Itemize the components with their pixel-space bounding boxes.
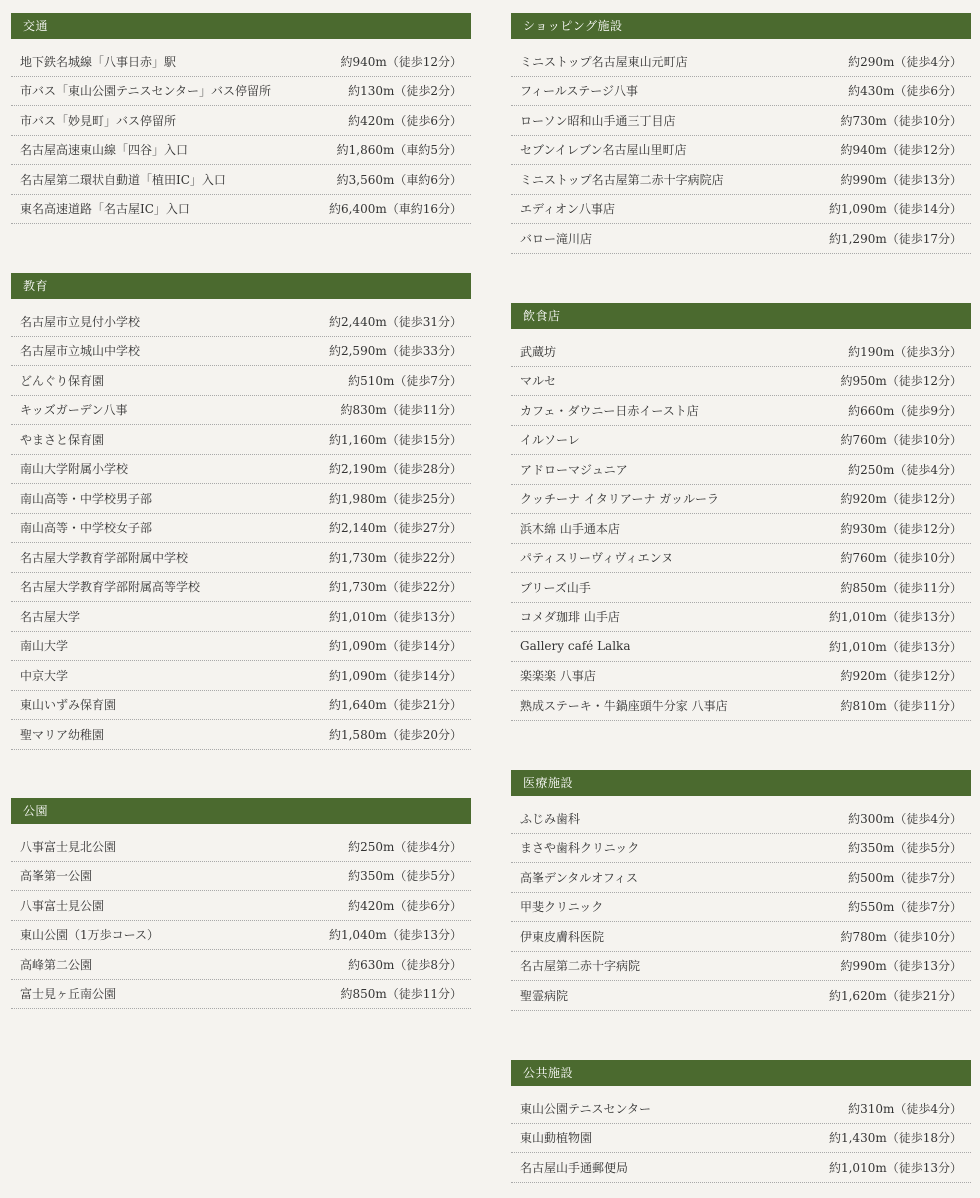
facility-distance: 約350m（徒歩5分）: [848, 841, 962, 856]
facility-distance: 約1,090m（徒歩14分）: [328, 668, 462, 683]
facility-name: 南山高等・中学校女子部: [20, 521, 153, 536]
facility-row: [11, 337, 471, 367]
facility-distance: 約6,400m（車約16分）: [328, 202, 462, 217]
facility-name: Gallery café Lalka: [520, 639, 631, 654]
facility-row: [11, 891, 471, 921]
facility-list: [511, 47, 971, 254]
facility-row: [511, 485, 971, 515]
facility-distance: 約1,090m（徒歩14分）: [328, 639, 462, 654]
facility-row: [11, 106, 471, 136]
facility-name: マルセ: [520, 374, 557, 389]
facility-name: 市バス「妙見町」バス停留所: [20, 113, 177, 128]
facility-row: [11, 195, 471, 225]
facility-row: [511, 514, 971, 544]
facility-name: 富士見ヶ丘南公園: [20, 987, 117, 1002]
facility-row: [511, 662, 971, 692]
facility-row: [11, 661, 471, 691]
facility-name: まさや歯科クリニック: [520, 841, 640, 856]
facility-distance: 約630m（徒歩8分）: [348, 957, 462, 972]
facility-distance: 約1,010m（徒歩13分）: [828, 1160, 962, 1175]
facility-row: [511, 804, 971, 834]
facility-name: ミニストップ名古屋第二赤十字病院店: [520, 172, 724, 187]
facility-row: [511, 1124, 971, 1154]
facility-distance: 約430m（徒歩6分）: [848, 84, 962, 99]
facility-row: [11, 47, 471, 77]
facility-name: 南山大学: [20, 639, 69, 654]
facility-name: 南山大学附属小学校: [20, 462, 129, 477]
facility-row: [11, 632, 471, 662]
facility-row: [11, 484, 471, 514]
facility-name: やまさと保育園: [20, 432, 105, 447]
facility-distance: 約1,730m（徒歩22分）: [328, 550, 462, 565]
facility-distance: 約250m（徒歩4分）: [848, 462, 962, 477]
facility-row: [11, 543, 471, 573]
facility-distance: 約1,160m（徒歩15分）: [328, 432, 462, 447]
facility-row: [511, 981, 971, 1011]
facility-distance: 約810m（徒歩11分）: [840, 698, 962, 713]
facility-name: ブリーズ山手: [520, 580, 591, 595]
facility-distance: 約1,090m（徒歩14分）: [828, 202, 962, 217]
facility-distance: 約1,730m（徒歩22分）: [328, 580, 462, 595]
facility-row: [11, 136, 471, 166]
facility-row: [11, 980, 471, 1010]
facility-list: [11, 832, 471, 1009]
facility-row: [11, 165, 471, 195]
facility-row: [511, 952, 971, 982]
facility-row: [511, 195, 971, 225]
facility-name: 東名高速道路「名古屋IC」入口: [20, 202, 190, 217]
facility-name: アドローマジュニア: [520, 462, 628, 477]
facility-distance: 約930m（徒歩12分）: [840, 521, 962, 536]
facility-name: 東山いずみ保育園: [20, 698, 117, 713]
facility-distance: 約1,980m（徒歩25分）: [328, 491, 462, 506]
facility-distance: 約660m（徒歩9分）: [848, 403, 962, 418]
facility-name: 名古屋第二環状自動道「植田IC」入口: [20, 172, 226, 187]
facility-distance: 約2,190m（徒歩28分）: [328, 462, 462, 477]
facility-name: 南山高等・中学校男子部: [20, 491, 153, 506]
facility-name: 八事富士見公園: [20, 898, 105, 913]
facility-distance: 約300m（徒歩4分）: [848, 811, 962, 826]
facility-name: 地下鉄名城線「八事日赤」駅: [20, 54, 177, 69]
facility-distance: 約950m（徒歩12分）: [840, 374, 962, 389]
section-header: 交通: [11, 13, 471, 39]
facility-row: [511, 632, 971, 662]
facility-distance: 約990m（徒歩13分）: [840, 959, 962, 974]
facility-distance: 約1,640m（徒歩21分）: [328, 698, 462, 713]
facility-row: [11, 921, 471, 951]
facility-row: [11, 573, 471, 603]
facility-row: [11, 77, 471, 107]
facility-row: [11, 514, 471, 544]
facility-name: 甲斐クリニック: [520, 900, 604, 915]
facility-row: [511, 77, 971, 107]
facility-name: 名古屋市立見付小学校: [20, 314, 141, 329]
facility-row: [511, 603, 971, 633]
section-right-1: [511, 303, 971, 721]
facility-distance: 約940m（徒歩12分）: [340, 54, 462, 69]
facility-row: [11, 602, 471, 632]
facility-row: [11, 425, 471, 455]
facility-distance: 約1,010m（徒歩13分）: [828, 639, 962, 654]
facility-row: [511, 337, 971, 367]
section-header: 公園: [11, 798, 471, 824]
facility-name: キッズガーデン八事: [20, 403, 128, 418]
facility-name: 名古屋大学: [20, 609, 81, 624]
facility-distance: 約2,590m（徒歩33分）: [328, 344, 462, 359]
facility-name: クッチーナ イタリアーナ ガッルーラ: [520, 492, 720, 507]
section-left-1: [11, 273, 471, 750]
facility-name: 楽楽楽 八事店: [520, 669, 596, 684]
facility-distance: 約940m（徒歩12分）: [840, 143, 962, 158]
facility-name: 名古屋高速東山線「四谷」入口: [20, 143, 189, 158]
facility-distance: 約920m（徒歩12分）: [840, 492, 962, 507]
facility-distance: 約2,140m（徒歩27分）: [328, 521, 462, 536]
section-header: ショッピング施設: [511, 13, 971, 39]
facility-name: エディオン八事店: [520, 202, 616, 217]
facility-distance: 約1,010m（徒歩13分）: [328, 609, 462, 624]
section-right-0: [511, 13, 971, 254]
facility-distance: 約420m（徒歩6分）: [348, 113, 462, 128]
facility-name: 伊東皮膚科医院: [520, 929, 605, 944]
facility-distance: 約1,040m（徒歩13分）: [328, 928, 462, 943]
facility-name: 中京大学: [20, 668, 69, 683]
facility-name: どんぐり保育園: [20, 373, 105, 388]
facility-name: 高峰第二公園: [20, 957, 93, 972]
facility-name: コメダ珈琲 山手店: [520, 610, 620, 625]
facility-distance: 約1,580m（徒歩20分）: [328, 727, 462, 742]
facility-distance: 約990m（徒歩13分）: [840, 172, 962, 187]
section-header: 医療施設: [511, 770, 971, 796]
facility-row: [11, 720, 471, 750]
facility-row: [511, 136, 971, 166]
facility-row: [511, 834, 971, 864]
facility-name: イルソーレ: [520, 433, 580, 448]
facility-distance: 約760m（徒歩10分）: [840, 433, 962, 448]
facility-name: 聖霊病院: [520, 988, 569, 1003]
facility-distance: 約550m（徒歩7分）: [848, 900, 962, 915]
facility-row: [11, 862, 471, 892]
section-right-2: [511, 770, 971, 1011]
facility-name: 市バス「東山公園テニスセンター」バス停留所: [20, 84, 272, 99]
facility-row: [11, 366, 471, 396]
facility-list: [511, 1094, 971, 1183]
facility-distance: 約350m（徒歩5分）: [348, 869, 462, 884]
facility-distance: 約920m（徒歩12分）: [840, 669, 962, 684]
facility-name: カフェ・ダウニー日赤イースト店: [520, 403, 699, 418]
facility-name: ローソン昭和山手通三丁目店: [520, 113, 676, 128]
facility-distance: 約1,290m（徒歩17分）: [828, 231, 962, 246]
facility-distance: 約510m（徒歩7分）: [348, 373, 462, 388]
facility-distance: 約130m（徒歩2分）: [348, 84, 462, 99]
section-right-3: [511, 1060, 971, 1183]
facility-name: 高峯第一公園: [20, 869, 93, 884]
facility-name: 名古屋大学教育学部附属中学校: [20, 550, 189, 565]
facility-row: [11, 832, 471, 862]
facility-distance: 約1,010m（徒歩13分）: [828, 610, 962, 625]
facility-distance: 約310m（徒歩4分）: [848, 1101, 962, 1116]
section-header: 教育: [11, 273, 471, 299]
facility-name: 八事富士見北公園: [20, 839, 117, 854]
facility-row: [11, 455, 471, 485]
facility-row: [511, 455, 971, 485]
facility-name: 浜木綿 山手通本店: [520, 521, 620, 536]
facility-distance: 約830m（徒歩11分）: [340, 403, 462, 418]
facility-distance: 約2,440m（徒歩31分）: [328, 314, 462, 329]
facility-distance: 約290m（徒歩4分）: [848, 54, 962, 69]
facility-row: [511, 691, 971, 721]
facility-distance: 約760m（徒歩10分）: [840, 551, 962, 566]
facility-distance: 約1,860m（車約5分）: [336, 143, 462, 158]
facility-name: バロー滝川店: [520, 231, 593, 246]
facility-row: [11, 396, 471, 426]
facility-name: ふじみ歯科: [520, 811, 581, 826]
facility-row: [511, 47, 971, 77]
facility-name: 名古屋大学教育学部附属高等学校: [20, 580, 201, 595]
facility-distance: 約3,560m（車約6分）: [336, 172, 462, 187]
facility-row: [11, 307, 471, 337]
facility-distance: 約850m（徒歩11分）: [340, 987, 462, 1002]
facility-row: [511, 426, 971, 456]
facility-row: [511, 573, 971, 603]
facility-distance: 約850m（徒歩11分）: [840, 580, 962, 595]
section-left-2: [11, 798, 471, 1009]
facility-distance: 約190m（徒歩3分）: [848, 344, 962, 359]
facility-name: 武蔵坊: [520, 344, 557, 359]
facility-name: 熟成ステーキ・牛鍋座頭牛分家 八事店: [520, 698, 728, 713]
facility-row: [511, 544, 971, 574]
facility-row: [11, 950, 471, 980]
facility-name: 東山公園テニスセンター: [520, 1101, 652, 1116]
facility-name: 高峯デンタルオフィス: [520, 870, 638, 885]
facility-row: [11, 691, 471, 721]
facility-row: [511, 1153, 971, 1183]
facility-name: ミニストップ名古屋東山元町店: [520, 54, 688, 69]
facility-distance: 約250m（徒歩4分）: [348, 839, 462, 854]
facility-row: [511, 922, 971, 952]
facility-list: [11, 47, 471, 224]
facility-name: 名古屋山手通郵便局: [520, 1160, 629, 1175]
facility-row: [511, 367, 971, 397]
facility-distance: 約780m（徒歩10分）: [840, 929, 962, 944]
facility-name: パティスリーヴィヴィエンヌ: [520, 551, 674, 566]
facility-row: [511, 893, 971, 923]
facility-distance: 約730m（徒歩10分）: [840, 113, 962, 128]
facility-row: [511, 396, 971, 426]
facility-list: [11, 307, 471, 750]
facility-name: 聖マリア幼稚園: [20, 727, 105, 742]
facility-row: [511, 1094, 971, 1124]
facility-distance: 約1,620m（徒歩21分）: [828, 988, 962, 1003]
facility-name: セブンイレブン名古屋山里町店: [520, 143, 687, 158]
facility-name: 名古屋市立城山中学校: [20, 344, 141, 359]
facility-row: [511, 224, 971, 254]
facility-list: [511, 804, 971, 1011]
facility-row: [511, 863, 971, 893]
facility-name: 名古屋第二赤十字病院: [520, 959, 641, 974]
facility-name: フィールステージ八事: [520, 84, 638, 99]
section-header: 飲食店: [511, 303, 971, 329]
facility-row: [511, 106, 971, 136]
facility-distance: 約420m（徒歩6分）: [348, 898, 462, 913]
facility-distance: 約1,430m（徒歩18分）: [828, 1131, 962, 1146]
facility-list: [511, 337, 971, 721]
facility-name: 東山公園（1万歩コース）: [20, 928, 160, 943]
facility-row: [511, 165, 971, 195]
section-header: 公共施設: [511, 1060, 971, 1086]
facility-distance: 約500m（徒歩7分）: [848, 870, 962, 885]
facility-name: 東山動植物園: [520, 1131, 593, 1146]
section-left-0: [11, 13, 471, 224]
